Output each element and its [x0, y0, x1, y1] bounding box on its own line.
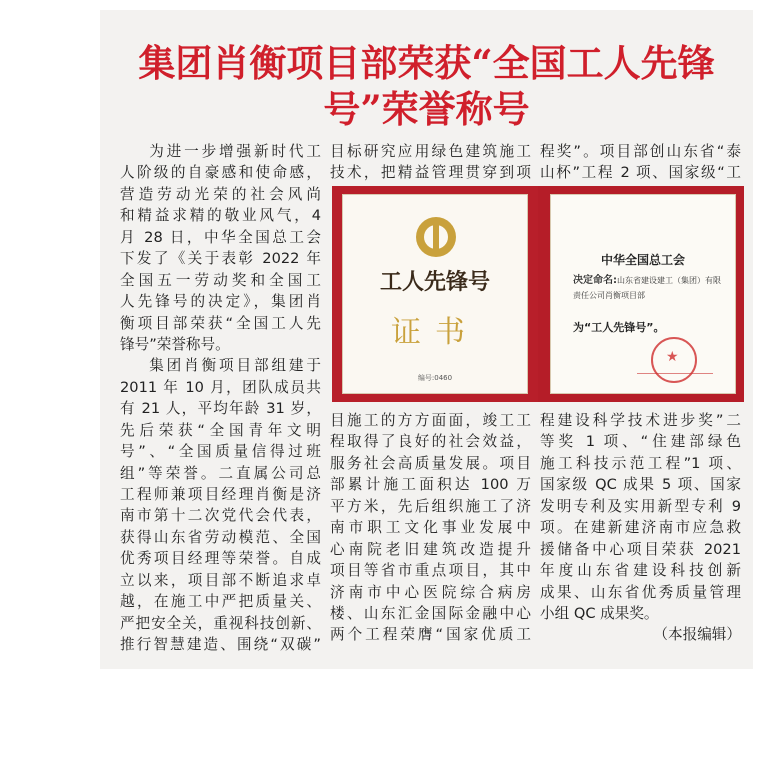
decision-label: 决定命名: — [573, 275, 617, 286]
text-line: 工程师兼项目经理肖衡是济 — [120, 486, 321, 503]
text-line: 和精益求精的敬业风气，4 — [120, 207, 321, 225]
text-line: 发明专利及实用新型专利 9 — [540, 497, 741, 515]
text-line: 衡项目部荣获“全国工人先 — [120, 314, 321, 332]
text-line: 程取得了良好的社会效益， — [330, 433, 531, 451]
news-article — [100, 10, 753, 669]
text-line: 等奖 1 项、“住建部绿色 — [540, 433, 741, 451]
certificate-award-text: 为“工人先锋号”。 — [573, 321, 665, 334]
article-title-line-2: 号”荣誉称号 — [323, 87, 530, 131]
article-column-3-bottom — [540, 410, 741, 646]
text-line: 南市第十二次党代会代表， — [120, 507, 321, 525]
certificate-title: 工人先锋号 — [379, 269, 490, 295]
text-line: 平方米，先后组织施工了济 — [330, 497, 531, 515]
text-line: 号”、“全国质量信得过班 — [120, 443, 321, 461]
union-emblem-icon — [416, 217, 456, 257]
certificate-photo — [332, 186, 744, 402]
text-line: 为进一步增强新时代工 — [149, 143, 321, 160]
text-line: 山杯”工程 2 项、国家级“工 — [540, 164, 741, 182]
text-line: 心南院老旧建筑改造提升 — [330, 540, 531, 558]
text-line: 立以来，项目部不断追求卓 — [120, 571, 321, 589]
text-line: 楼、山东汇金国际金融中心 — [330, 604, 531, 622]
seal-signature-line — [637, 373, 713, 374]
text-line: 目施工的方方面面，竣工工 — [330, 412, 531, 429]
article-column-2-bottom — [330, 410, 531, 646]
certificate-right-page — [550, 194, 736, 394]
text-line: 两个工程荣膺“国家优质工 — [330, 626, 531, 644]
text-line: 严把安全关，重视科技创新、 — [120, 614, 321, 632]
text-line: 锋号”荣誉称号。 — [120, 335, 230, 353]
text-line: 小组 QC 成果奖。 — [540, 604, 659, 622]
text-line: 月 28 日，中华全国总工会 — [120, 228, 321, 246]
certificate-cover-left — [332, 186, 538, 402]
certificate-issuer: 中华全国总工会 — [600, 253, 685, 267]
text-line: 援储备中心项目荣获 2021 — [540, 540, 741, 558]
official-seal-icon: ★ — [651, 337, 697, 383]
text-line: 南市职工文化事业发展中 — [330, 519, 531, 537]
text-line: 推行智慧建造、围绕“双碳” — [120, 636, 321, 654]
text-line: 项目等省市重点项目，其中 — [330, 562, 531, 580]
certificate-cover-right — [538, 186, 744, 402]
decision-text: 山东省建设建工（集团）有限责任公司肖衡项目部 — [573, 276, 721, 300]
text-line: 组”等荣誉。二直属公司总 — [120, 464, 321, 482]
text-line: 程奖”。项目部创山东省“泰 — [540, 143, 741, 160]
text-line: 程建设科学技术进步奖”二 — [540, 412, 741, 429]
certificate-serial: 编号:0460 — [417, 374, 453, 382]
text-line: 成果、山东省优秀质量管理 — [540, 583, 741, 601]
text-line: 下发了《关于表彰 2022 年 — [120, 250, 321, 268]
text-line: 优秀项目经理等荣誉。自成 — [120, 550, 321, 568]
text-line: 全国五一劳动奖和全国工 — [120, 271, 321, 289]
article-column-3-top — [540, 141, 741, 184]
text-line: 2011 年 10 月，团队成员共 — [120, 378, 321, 396]
text-line: 营造劳动光荣的社会风尚 — [120, 185, 321, 203]
text-line: 部累计施工面积达 100 万 — [330, 476, 531, 494]
text-line: 人先锋号的决定》，集团肖 — [120, 293, 321, 311]
article-column-2-top — [330, 141, 531, 184]
text-line: 国家级 QC 成果 5 项、国家 — [540, 476, 741, 494]
text-line: 年度山东省建设科技创新 — [540, 562, 741, 580]
article-byline: （本报编辑） — [653, 626, 741, 644]
text-line: 有 21 人，平均年龄 31 岁， — [120, 400, 321, 418]
text-line: 获得山东省劳动模范、全国 — [120, 528, 321, 546]
text-line: 施工科技示范工程”1 项、 — [540, 454, 741, 472]
text-line: 济南市中心医院综合病房 — [330, 583, 531, 601]
text-line: 人阶级的自豪感和使命感， — [120, 164, 321, 182]
article-title-line-1: 集团肖衡项目部荣获“全国工人先锋 — [138, 41, 715, 85]
text-line: 服务社会高质量发展。项目 — [330, 454, 531, 472]
certificate-subtitle: 证书 — [391, 315, 479, 350]
article-column-1 — [120, 141, 321, 656]
text-line: 集团肖衡项目部组建于 — [149, 357, 321, 375]
text-line: 越，在施工中严把质量关、 — [120, 593, 321, 611]
certificate-decision — [573, 273, 723, 303]
text-line: 先后荣获“全国青年文明 — [120, 421, 321, 439]
certificate-left-page — [342, 194, 528, 394]
text-line: 技术，把精益管理贯穿到项 — [330, 164, 531, 182]
text-line: 项。在建新建济南市应急救 — [540, 519, 741, 537]
text-line: 目标研究应用绿色建筑施工 — [330, 143, 531, 160]
